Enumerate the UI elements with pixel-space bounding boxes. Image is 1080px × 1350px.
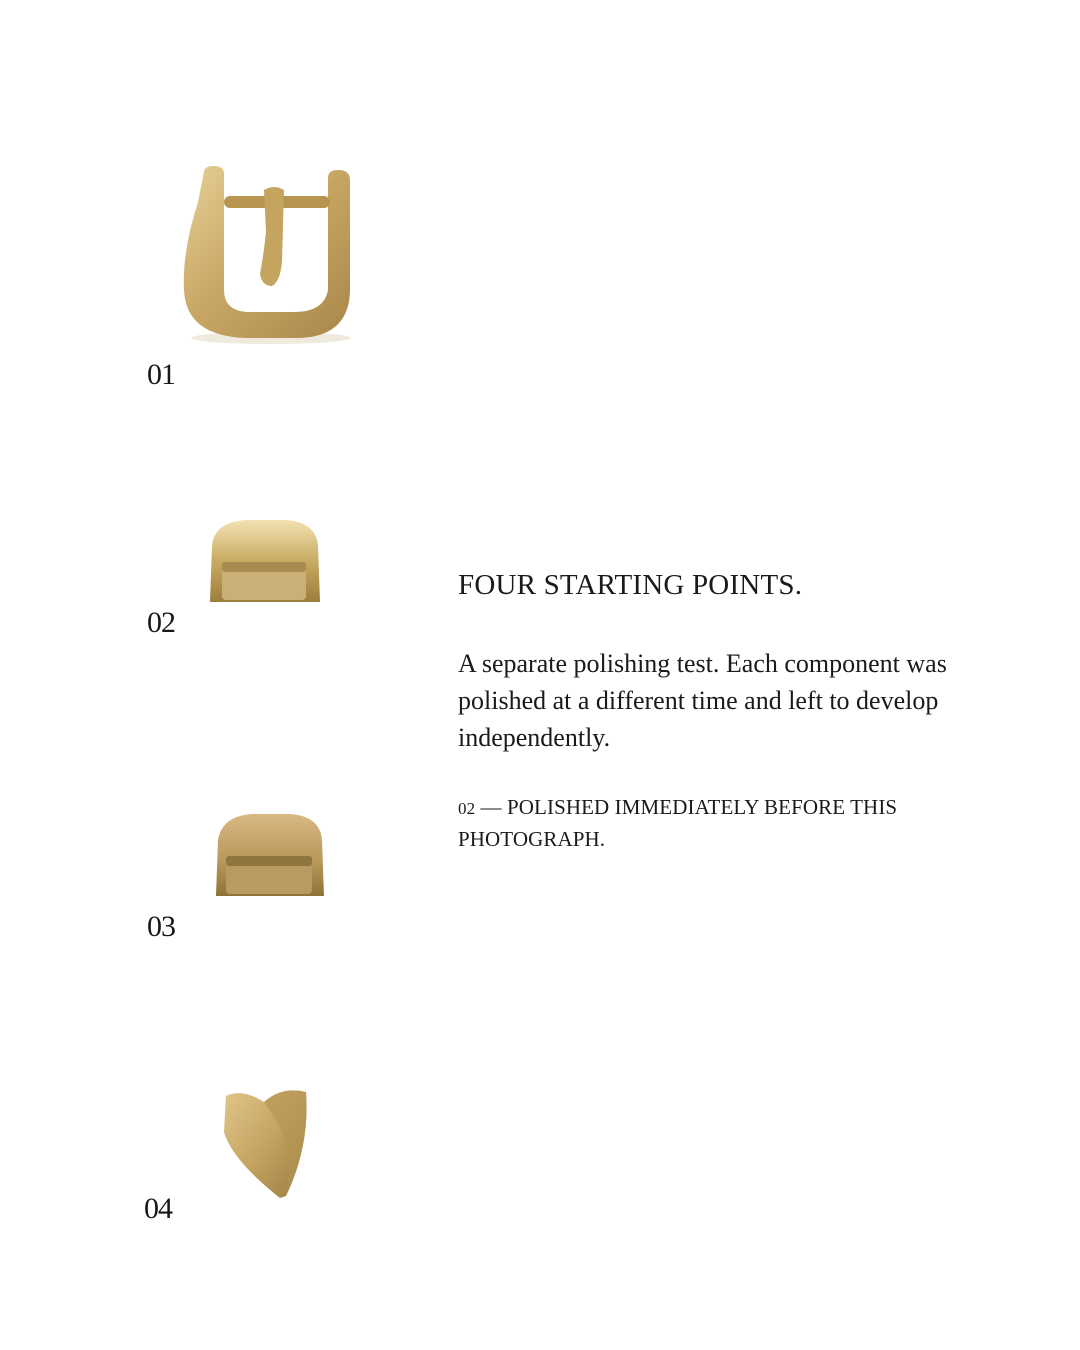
item-label-04: 04 [144,1192,172,1225]
item-label-02: 02 [147,606,175,639]
headline: FOUR STARTING POINTS. [458,569,803,601]
caption-number: 02 [458,799,476,818]
shield-tip-image [220,1086,312,1202]
buckle-image [176,162,366,347]
item-label-03: 03 [147,910,175,943]
aged-keeper-image [212,812,328,902]
polished-keeper-image [206,516,322,608]
body-text: A separate polishing test. Each component was polished at a different time and left to develop independently. [458,649,947,752]
item-label-01: 01 [147,358,175,391]
caption [458,792,998,855]
caption-text: — POLISHED IMMEDIATELY BEFORE THIS PHOTOGRAPH. [458,795,898,851]
